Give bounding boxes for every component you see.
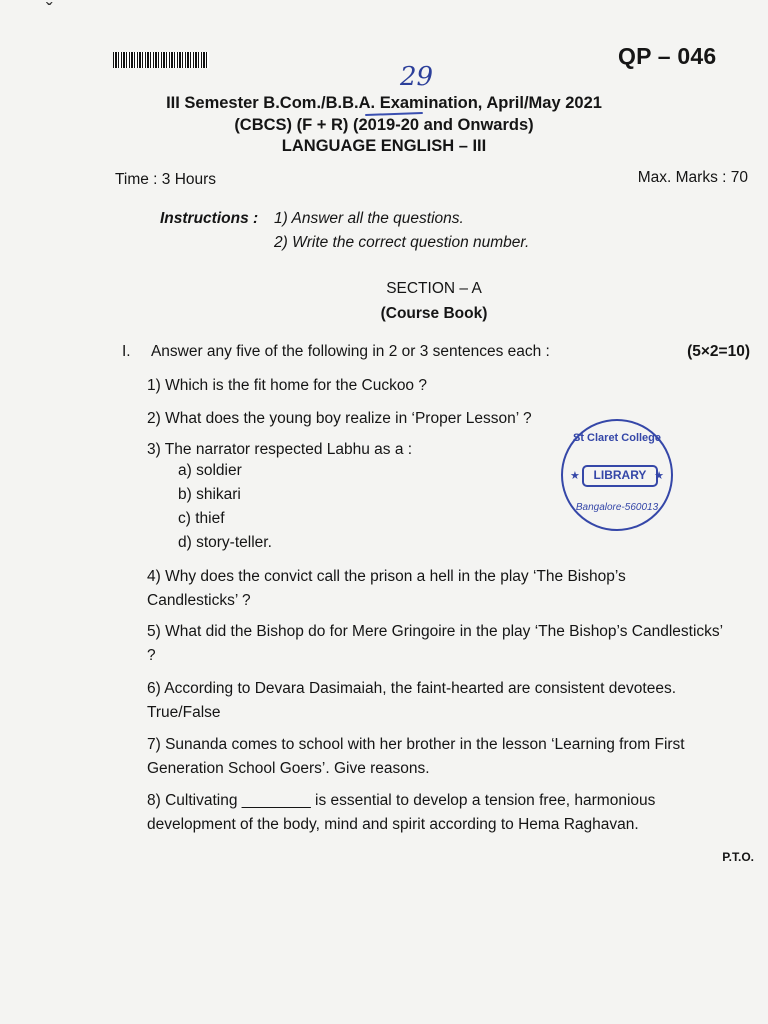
exam-title-line-1: III Semester B.Com./B.B.A. Examination, April/May 2021: [166, 94, 602, 112]
stamp-bottom-text: Bangalore-560013: [575, 502, 659, 513]
stamp-star-icon: ★: [570, 470, 580, 482]
question-7: 7) Sunanda comes to school with her brother in the lesson ‘Learning from First Generation School Goers’. Give reasons.: [147, 736, 685, 777]
instruction-2: 2) Write the correct question number.: [274, 234, 530, 251]
time-label: Time : 3 Hours: [115, 171, 217, 188]
question-6: 6) According to Devara Dasimaiah, the faint-hearted are consistent devotees. True/False: [147, 680, 677, 721]
option-b: b) shikari: [178, 486, 241, 503]
stamp-star-icon: ★: [654, 470, 664, 482]
question-1: 1) Which is the fit home for the Cuckoo ?: [147, 377, 427, 394]
question-3: 3) The narrator respected Labhu as a :: [147, 441, 413, 458]
question-block-lead: [122, 343, 550, 361]
option-a: a) soldier: [178, 462, 242, 479]
question-8: 8) Cultivating ________ is essential to develop a tension free, harmonious development of the body, mind and spirit according to Hema Raghavan.: [147, 792, 656, 833]
library-stamp: [561, 419, 673, 531]
question-block-number: I.: [122, 343, 131, 360]
instruction-1: 1) Answer all the questions.: [274, 210, 464, 227]
stamp-top-text: St Claret College: [572, 432, 662, 444]
option-c: c) thief: [178, 510, 225, 527]
barcode-icon: [113, 52, 209, 68]
question-block-marks: (5×2=10): [687, 343, 750, 360]
handwritten-number: 29: [400, 62, 434, 92]
paper-code: QP – 046: [618, 43, 717, 69]
question-4: 4) Why does the convict call the prison a hell in the play ‘The Bishop’s Candlesticks’ ?: [147, 568, 626, 609]
instructions-label: Instructions :: [160, 210, 259, 227]
corner-pencil-mark: ˇ: [46, 0, 53, 22]
section-subtitle: (Course Book): [380, 305, 488, 322]
option-d: d) story-teller.: [178, 534, 272, 551]
section-title: SECTION – A: [386, 280, 482, 297]
exam-title-line-2: (CBCS) (F + R) (2019-20 and Onwards): [234, 116, 534, 134]
question-block-text: Answer any five of the following in 2 or 3 sentences each :: [150, 343, 550, 360]
pto-label: P.T.O.: [722, 850, 754, 864]
question-5: 5) What did the Bishop do for Mere Gringoire in the play ‘The Bishop’s Candlesticks’ ?: [147, 623, 723, 664]
stamp-library-label: LIBRARY: [582, 465, 658, 487]
exam-title-line-3: LANGUAGE ENGLISH – III: [281, 137, 487, 155]
max-marks-label: Max. Marks : 70: [637, 169, 748, 186]
question-2: 2) What does the young boy realize in ‘Proper Lesson’ ?: [147, 410, 532, 427]
